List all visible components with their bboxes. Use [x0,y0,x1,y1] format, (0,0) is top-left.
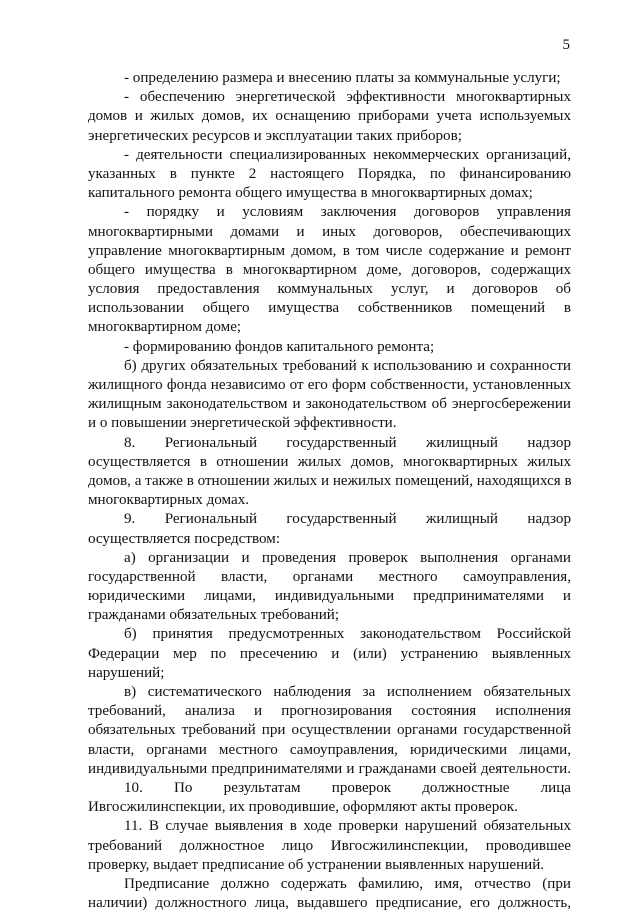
text-line: домов и жилых домов, их оснащению приборами учета используемых [88,108,571,125]
text-line: и о повышении энергетической эффективности. [88,415,397,432]
text-line: жилищным законодательством и законодательством об энергосбережении [88,396,571,413]
text-line: 8. Региональный государственный жилищный надзор [124,434,571,451]
text-line: индивидуальными предпринимателями и гражданами своей деятельности. [88,760,571,777]
text-line: 9. Региональный государственный жилищный надзор [124,511,571,528]
text-line: многоквартирными домами и иных договоров, обеспечивающих [88,223,571,240]
text-line: проверку, выдает предписание об устранении выявленных нарушений. [88,856,545,873]
text-line: многоквартирном доме; [88,319,242,336]
text-line: Федерации мер по пресечению и (или) устранению выявленных [88,645,571,662]
text-line: жилищного фонда независимо от его форм собственности, установленных [88,377,571,393]
text-line: - формированию фондов капитального ремонта; [124,338,435,355]
text-line: юридическими лицами, индивидуальными предпринимателями и [88,588,571,605]
text-line: в) систематического наблюдения за исполнением обязательных [124,684,571,700]
text-line: наличии) должностного лица, выдавшего предписание, его должность, [88,895,571,912]
text-line: 10. По результатам проверок должностные лица [124,779,571,796]
text-line: б) других обязательных требований к использованию и сохранности [124,357,571,374]
text-line: домов, а также в отношении жилых и нежилых помещений, находящихся в [88,472,572,489]
text-line: - деятельности специализированных некоммерческих организаций, [124,146,571,163]
text-line: - обеспечению энергетической эффективности многоквартирных [124,89,571,106]
text-line: использовании общего имущества собственников помещений в [88,300,571,317]
text-line: - определению размера и внесению платы за коммунальные услуги; [124,70,561,86]
text-line: общего имущества в многоквартирном доме, договоров, содержащих [88,261,571,278]
text-line: власти, органами местного самоуправления, юридическими лицами, [88,741,571,758]
text-line: нарушений; [88,664,165,681]
text-line: требований, анализа и прогнозирования состояния исполнения [88,703,571,720]
text-line: требований должностное лицо Ивгосжилинспекции, проводившее [88,837,571,854]
text-line: обязательных требований при осуществлении органами государственной [88,722,571,739]
text-line: - порядку и условиям заключения договоров управления [124,204,571,221]
text-line: 11. В случае выявления в ходе проверки нарушений обязательных [124,818,571,835]
document-body [88,69,571,913]
text-line: Ивгосжилинспекции, их проводившие, оформляют акты проверок. [88,799,518,816]
text-line: управление многоквартирным домом, в том числе содержание и ремонт [88,242,571,259]
text-line: условия предоставления коммунальных услуг, и договоров об [88,281,571,298]
text-line: а) организации и проведения проверок выполнения органами [124,549,571,566]
text-line: б) принятия предусмотренных законодательством Российской [124,626,571,643]
text-line: энергетических ресурсов и эксплуатации таких приборов; [88,127,462,144]
text-line: осуществляется в отношении жилых домов, многоквартирных жилых [88,453,571,470]
text-line: многоквартирных домах. [88,492,250,509]
page-number: 5 [562,37,570,53]
text-line: осуществляется посредством: [88,530,281,547]
text-line: государственной власти, органами местного самоуправления, [88,568,571,585]
text-line: Предписание должно содержать фамилию, имя, отчество (при [124,875,571,892]
text-line: указанных в пункте 2 настоящего Порядка, по финансированию [88,165,571,182]
text-line: капитального ремонта общего имущества в многоквартирных домах; [88,185,533,202]
text-line: гражданами обязательных требований; [88,607,340,624]
